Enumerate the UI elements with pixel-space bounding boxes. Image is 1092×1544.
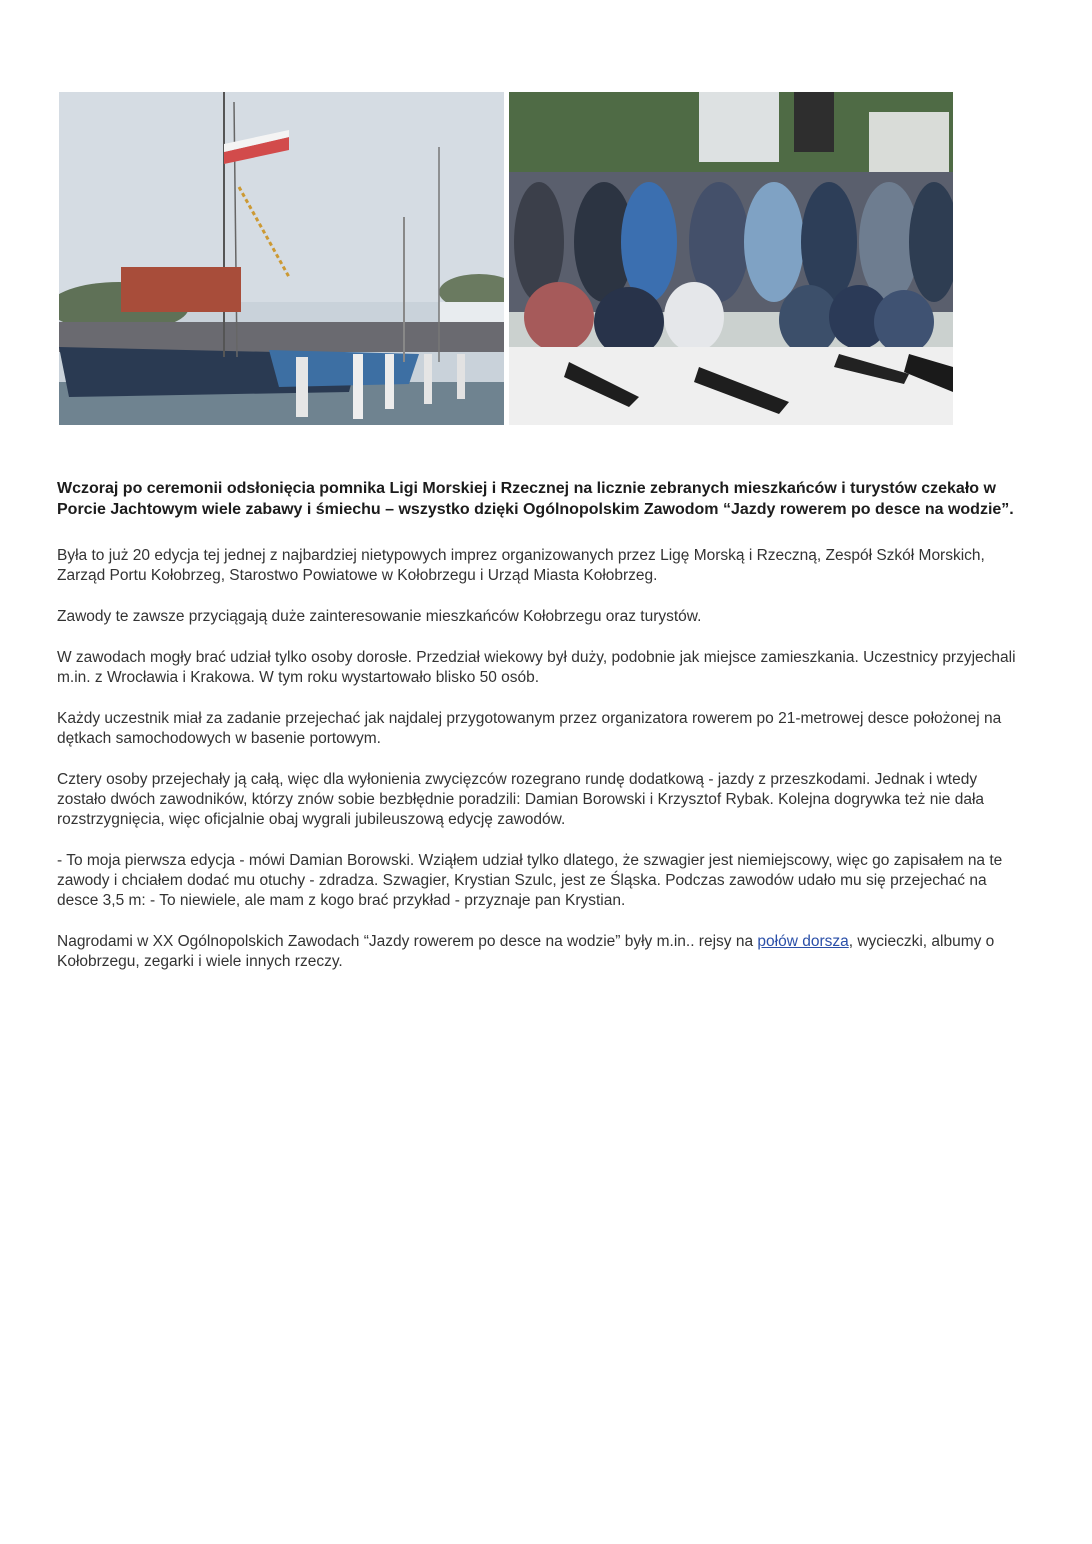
crowd-photo [509,92,953,425]
article-paragraph: Cztery osoby przejechały ją całą, więc dla wyłonienia zwycięzców rozegrano rundę dodatkową - jazdy z przeszkodami. Jednak i wtedy zostało dwóch zawodników, którzy znów sobie bezbłędnie poradzili: Damian Borowski i Krzysztof Rybak. Kolejna dogrywka też nie dała rozstrzygnięcia, więc oficjalnie obaj wygrali jubileuszową edycję zawodów. [57,771,985,828]
last-paragraph-before-link: Nagrodami w XX Ogólnopolskich Zawodach “Jazdy rowerem po desce na wodzie” były m.in.. rejsy na [57,933,758,950]
last-paragraph-after-link: , wycieczki, albumy o Kołobrzegu, zegarki i wiele innych rzeczy. [57,933,995,970]
harbor-photo-graphic [59,92,504,425]
article-paragraph: W zawodach mogły brać udział tylko osoby dorosłe. Przedział wiekowy był duży, podobnie jak miejsce zamieszkania. Uczestnicy przyjechali m.in. z Wrocławia i Krakowa. W tym roku wystartowało blisko 50 osób. [57,649,1016,686]
cod-fishing-link[interactable]: połów dorsza [757,933,849,950]
article-lead: Wczoraj po ceremonii odsłonięcia pomnika Ligi Morskiej i Rzecznej na licznie zebranych mieszkańców i turystów czekało w Porcie Jachtowym wiele zabawy i śmiechu – wszystko dzięki Ogólnopolskim Zawodom “Jazdy rowerem po desce na wodzie”. [57,480,1014,518]
article-last-paragraph [57,932,1022,972]
crowd-photo-graphic [509,92,953,425]
harbor-photo [59,92,504,425]
article-paragraph: - To moja pierwsza edycja - mówi Damian Borowski. Wziąłem udział tylko dlatego, że szwagier jest niemiejscowy, więc go zapisałem na te zawody i chciałem dodać mu otuchy - zdradza. Szwagier, Krystian Szulc, jest ze Śląska. Podczas zawodów udało mu się przejechać na desce 3,5 m: - To niewiele, ale mam z kogo brać przykład - przyznaje pan Krystian. [57,852,1003,909]
article-paragraph: Zawody te zawsze przyciągają duże zainteresowanie mieszkańców Kołobrzegu oraz turystów. [57,608,702,625]
article-paragraph: Każdy uczestnik miał za zadanie przejechać jak najdalej przygotowanym przez organizatora rowerem po 21-metrowej desce położonej na dętkach samochodowych w basenie portowym. [57,710,1002,747]
article-paragraph: Była to już 20 edycja tej jednej z najbardziej nietypowych imprez organizowanych przez Ligę Morską i Rzeczną, Zespół Szkół Morskich, Zarząd Portu Kołobrzeg, Starostwo Powiatowe w Kołobrzegu i Urząd Miasta Kołobrzeg. [57,547,985,584]
article-body [57,478,1022,993]
